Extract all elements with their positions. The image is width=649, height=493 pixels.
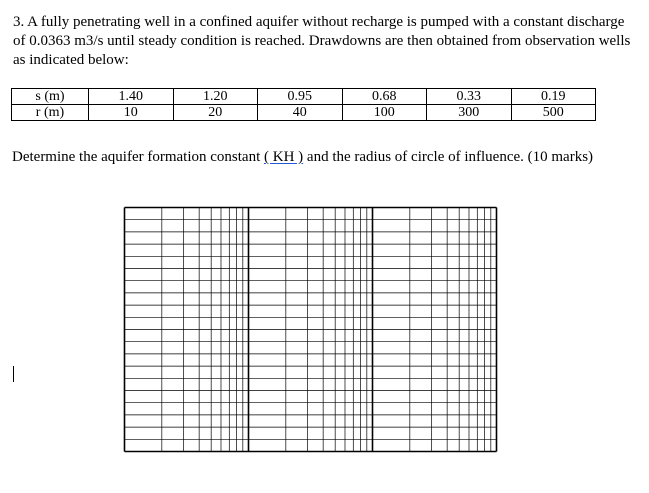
- s-value: 1.40: [89, 89, 174, 105]
- question-text: 3. A fully penetrating well in a confined aquifer without recharge is pumped with a constant discharge of 0.0363 m3/s until steady condition is reached. Drawdowns are then obtained from observation wells as indicated below:: [13, 14, 631, 68]
- drawdown-table: [11, 88, 596, 121]
- row-label-r: r (m): [12, 105, 89, 121]
- text-cursor: [13, 366, 14, 382]
- row-label-s: s (m): [12, 89, 89, 105]
- table-row-distance: [12, 105, 596, 121]
- r-value: 300: [427, 105, 512, 121]
- graph-paper: [123, 206, 498, 458]
- s-value: 0.68: [342, 89, 427, 105]
- r-value: 500: [511, 105, 596, 121]
- table-row-drawdown: [12, 89, 596, 105]
- semilog-grid: [123, 206, 498, 453]
- s-value: 0.33: [427, 89, 512, 105]
- s-value: 1.20: [173, 89, 258, 105]
- task-text-after: and the radius of circle of influence. (10 marks): [303, 149, 594, 165]
- r-value: 100: [342, 105, 427, 121]
- task-text-before: Determine the aquifer formation constant: [12, 149, 264, 165]
- r-value: 10: [89, 105, 174, 121]
- r-value: 20: [173, 105, 258, 121]
- s-value: 0.19: [511, 89, 596, 105]
- task-instruction: [12, 148, 642, 167]
- r-value: 40: [258, 105, 343, 121]
- kh-term: ( KH ): [264, 149, 304, 165]
- s-value: 0.95: [258, 89, 343, 105]
